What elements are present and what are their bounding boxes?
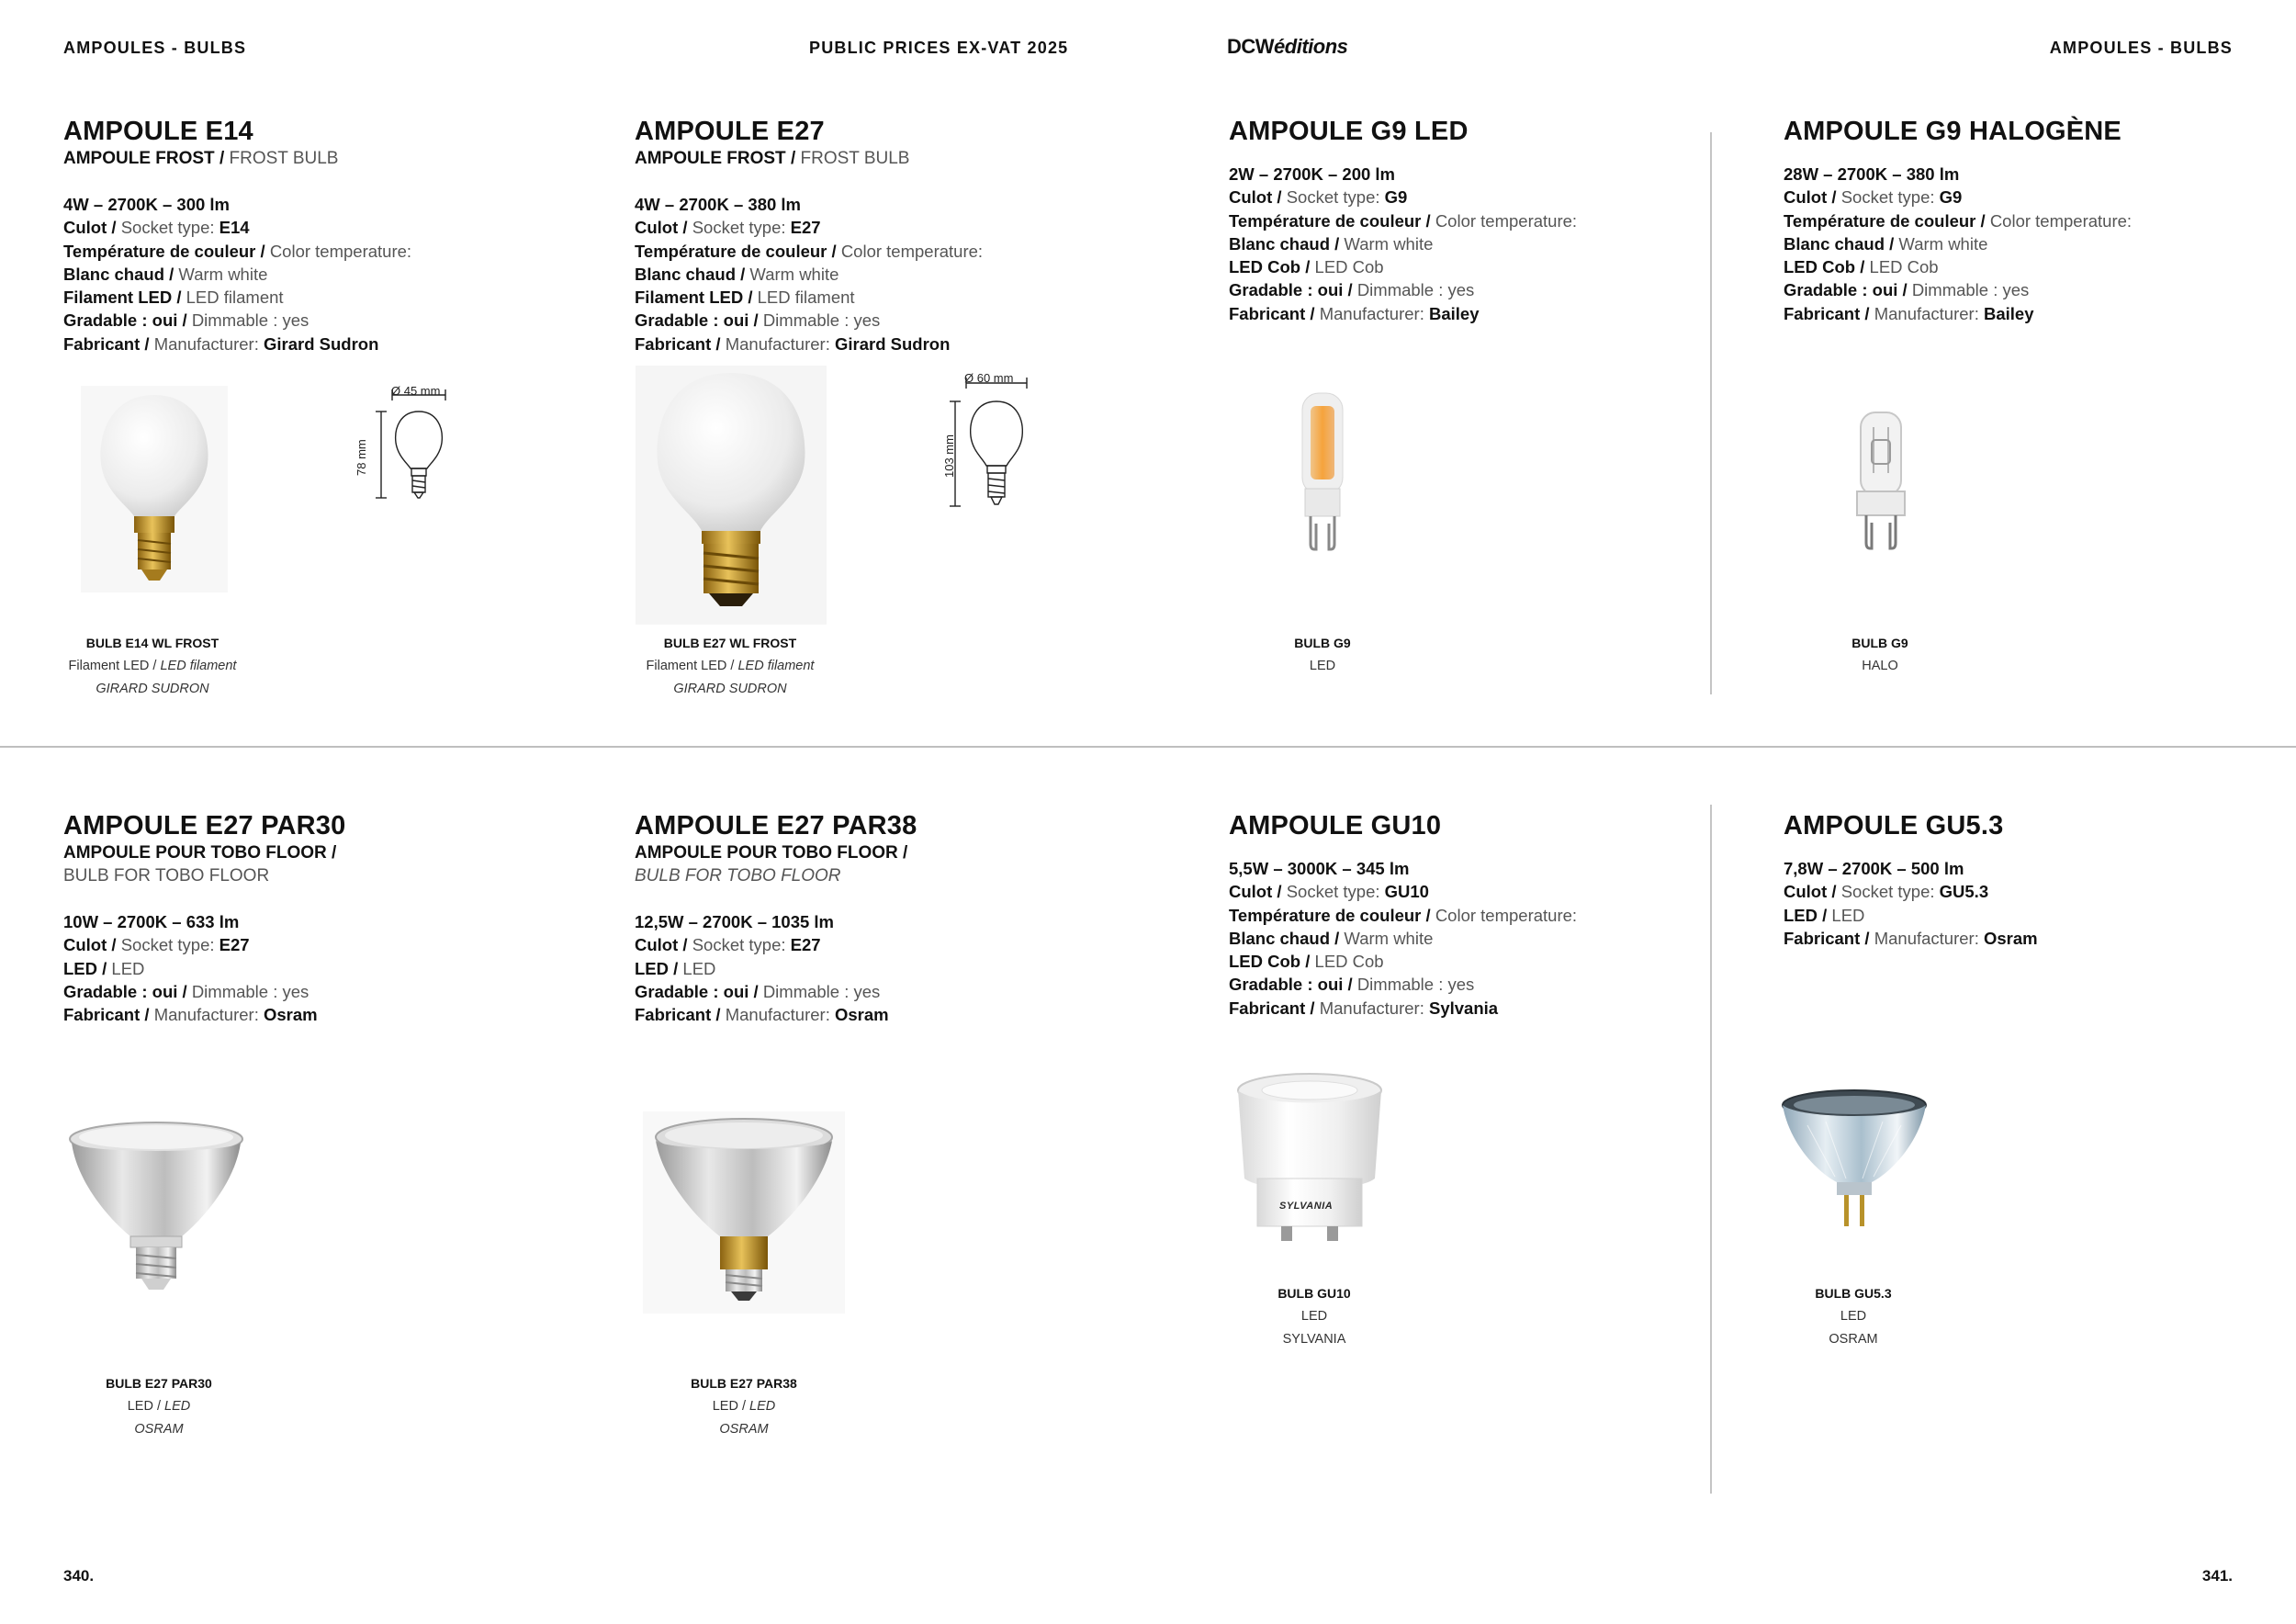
- product-title: AMPOULE G9 HALOGÈNE: [1784, 117, 2122, 146]
- dimension-height: 78 mm: [355, 439, 368, 476]
- caption-gu5-3: BULB GU5.3 LED OSRAM: [1815, 1286, 1892, 1347]
- page-number-left: 340.: [63, 1567, 95, 1585]
- product-subtitle: AMPOULE POUR TOBO FLOOR / BULB FOR TOBO FLOOR: [63, 843, 337, 885]
- product-g9-halogen: [1784, 116, 2296, 325]
- product-title: AMPOULE GU10: [1229, 811, 1442, 840]
- bulb-gu10-drawing: [1235, 1070, 1384, 1246]
- bulb-e27-photo: [636, 366, 827, 625]
- product-subtitle: AMPOULE POUR TOBO FLOOR / BULB FOR TOBO FLOOR: [635, 843, 908, 885]
- bulb-g9-halogen-photo: [1837, 409, 1924, 556]
- bulb-gu5-3-photo: [1780, 1088, 1929, 1231]
- dimension-diameter: Ø 60 mm: [964, 371, 1014, 385]
- product-subtitle: AMPOULE FROST / FROST BULB: [63, 149, 339, 168]
- header-section-left: AMPOULES - BULBS: [63, 39, 247, 57]
- dimension-height: 103 mm: [942, 434, 956, 478]
- product-specs: 4W – 2700K – 300 lm Culot / Socket type: E14 Température de couleur / Color temperature: Blanc chaud / Warm white Filament LED / LED filament Gradable : oui / Dimmable : yes Fabricant / Manufacturer: Girard Sudron: [63, 195, 412, 354]
- caption-e14: BULB E14 WL FROST Filament LED / LED filament GIRARD SUDRON: [68, 636, 237, 696]
- product-title: AMPOULE E27: [635, 117, 825, 146]
- product-specs: 28W – 2700K – 380 lm Culot / Socket type: G9 Température de couleur / Color temperature: Blanc chaud / Warm white LED Cob / LED Cob Gradable : oui / Dimmable : yes Fabricant / Manufacturer: Bailey: [1784, 164, 2133, 323]
- caption-par30: BULB E27 PAR30 LED / LED OSRAM: [106, 1376, 212, 1437]
- bulb-e14-photo: [81, 386, 228, 592]
- bulb-e14-dimension-drawing: [363, 384, 459, 502]
- product-subtitle: AMPOULE FROST / FROST BULB: [635, 149, 910, 168]
- bulb-par38-photo: [643, 1111, 845, 1314]
- page-number-right: 341.: [2201, 1567, 2233, 1585]
- caption-g9-halogen: BULB G9 HALO: [1851, 636, 1908, 673]
- product-gu10: [1229, 810, 1780, 1020]
- product-g9-led: [1229, 116, 1780, 325]
- product-specs: 12,5W – 2700K – 1035 lm Culot / Socket type: E27 LED / LED Gradable : oui / Dimmable : yes Fabricant / Manufacturer: Osram: [635, 912, 889, 1025]
- header-price-list: PUBLIC PRICES EX-VAT 2025: [809, 39, 1069, 57]
- product-specs: 7,8W – 2700K – 500 lm Culot / Socket type: GU5.3 LED / LED Fabricant / Manufacturer: Osram: [1784, 859, 2038, 948]
- caption-par38: BULB E27 PAR38 LED / LED OSRAM: [691, 1376, 797, 1437]
- product-title: AMPOULE GU5.3: [1784, 811, 2004, 840]
- caption-e27: BULB E27 WL FROST Filament LED / LED filament GIRARD SUDRON: [646, 636, 815, 696]
- bulb-g9-led-photo: [1281, 386, 1364, 556]
- caption-gu10: BULB GU10 LED SYLVANIA: [1277, 1286, 1351, 1347]
- header-section-right: AMPOULES - BULBS: [2049, 39, 2233, 57]
- product-specs: 5,5W – 3000K – 345 lm Culot / Socket type: GU10 Température de couleur / Color temperature: Blanc chaud / Warm white LED Cob / LED Cob Gradable : oui / Dimmable : yes Fabricant / Manufacturer: Sylvania: [1229, 859, 1578, 1018]
- caption-g9-led: BULB G9 LED: [1294, 636, 1351, 673]
- product-e27: [635, 116, 1186, 355]
- brand-logo-a: DCW: [1227, 35, 1275, 58]
- product-gu5-3: [1784, 810, 2296, 950]
- horizontal-divider: [0, 746, 2296, 748]
- bulb-par30-photo: [64, 1119, 248, 1298]
- product-specs: 4W – 2700K – 380 lm Culot / Socket type: E27 Température de couleur / Color temperature: Blanc chaud / Warm white Filament LED / LED filament Gradable : oui / Dimmable : yes Fabricant / Manufacturer: Girard Sudron: [635, 195, 984, 354]
- product-title: AMPOULE E14: [63, 117, 253, 146]
- product-e27-par38: [635, 810, 1186, 1026]
- product-e27-par30: [63, 810, 614, 1026]
- product-specs: 2W – 2700K – 200 lm Culot / Socket type: G9 Température de couleur / Color temperature: Blanc chaud / Warm white LED Cob / LED Cob Gradable : oui / Dimmable : yes Fabricant / Manufacturer: Bailey: [1229, 164, 1578, 323]
- product-specs: 10W – 2700K – 633 lm Culot / Socket type: E27 LED / LED Gradable : oui / Dimmable : yes Fabricant / Manufacturer: Osram: [63, 912, 318, 1025]
- brand-logo: [1227, 35, 1347, 59]
- product-e14: [63, 116, 614, 355]
- product-title: AMPOULE E27 PAR30: [63, 811, 346, 840]
- brand-logo-b: éditions: [1274, 35, 1348, 58]
- sylvania-logo: SYLVANIA: [1279, 1201, 1334, 1212]
- product-title: AMPOULE G9 LED: [1229, 117, 1469, 146]
- product-title: AMPOULE E27 PAR38: [635, 811, 917, 840]
- dimension-diameter: Ø 45 mm: [391, 384, 441, 398]
- bulb-gu10-photo: [1235, 1070, 1384, 1246]
